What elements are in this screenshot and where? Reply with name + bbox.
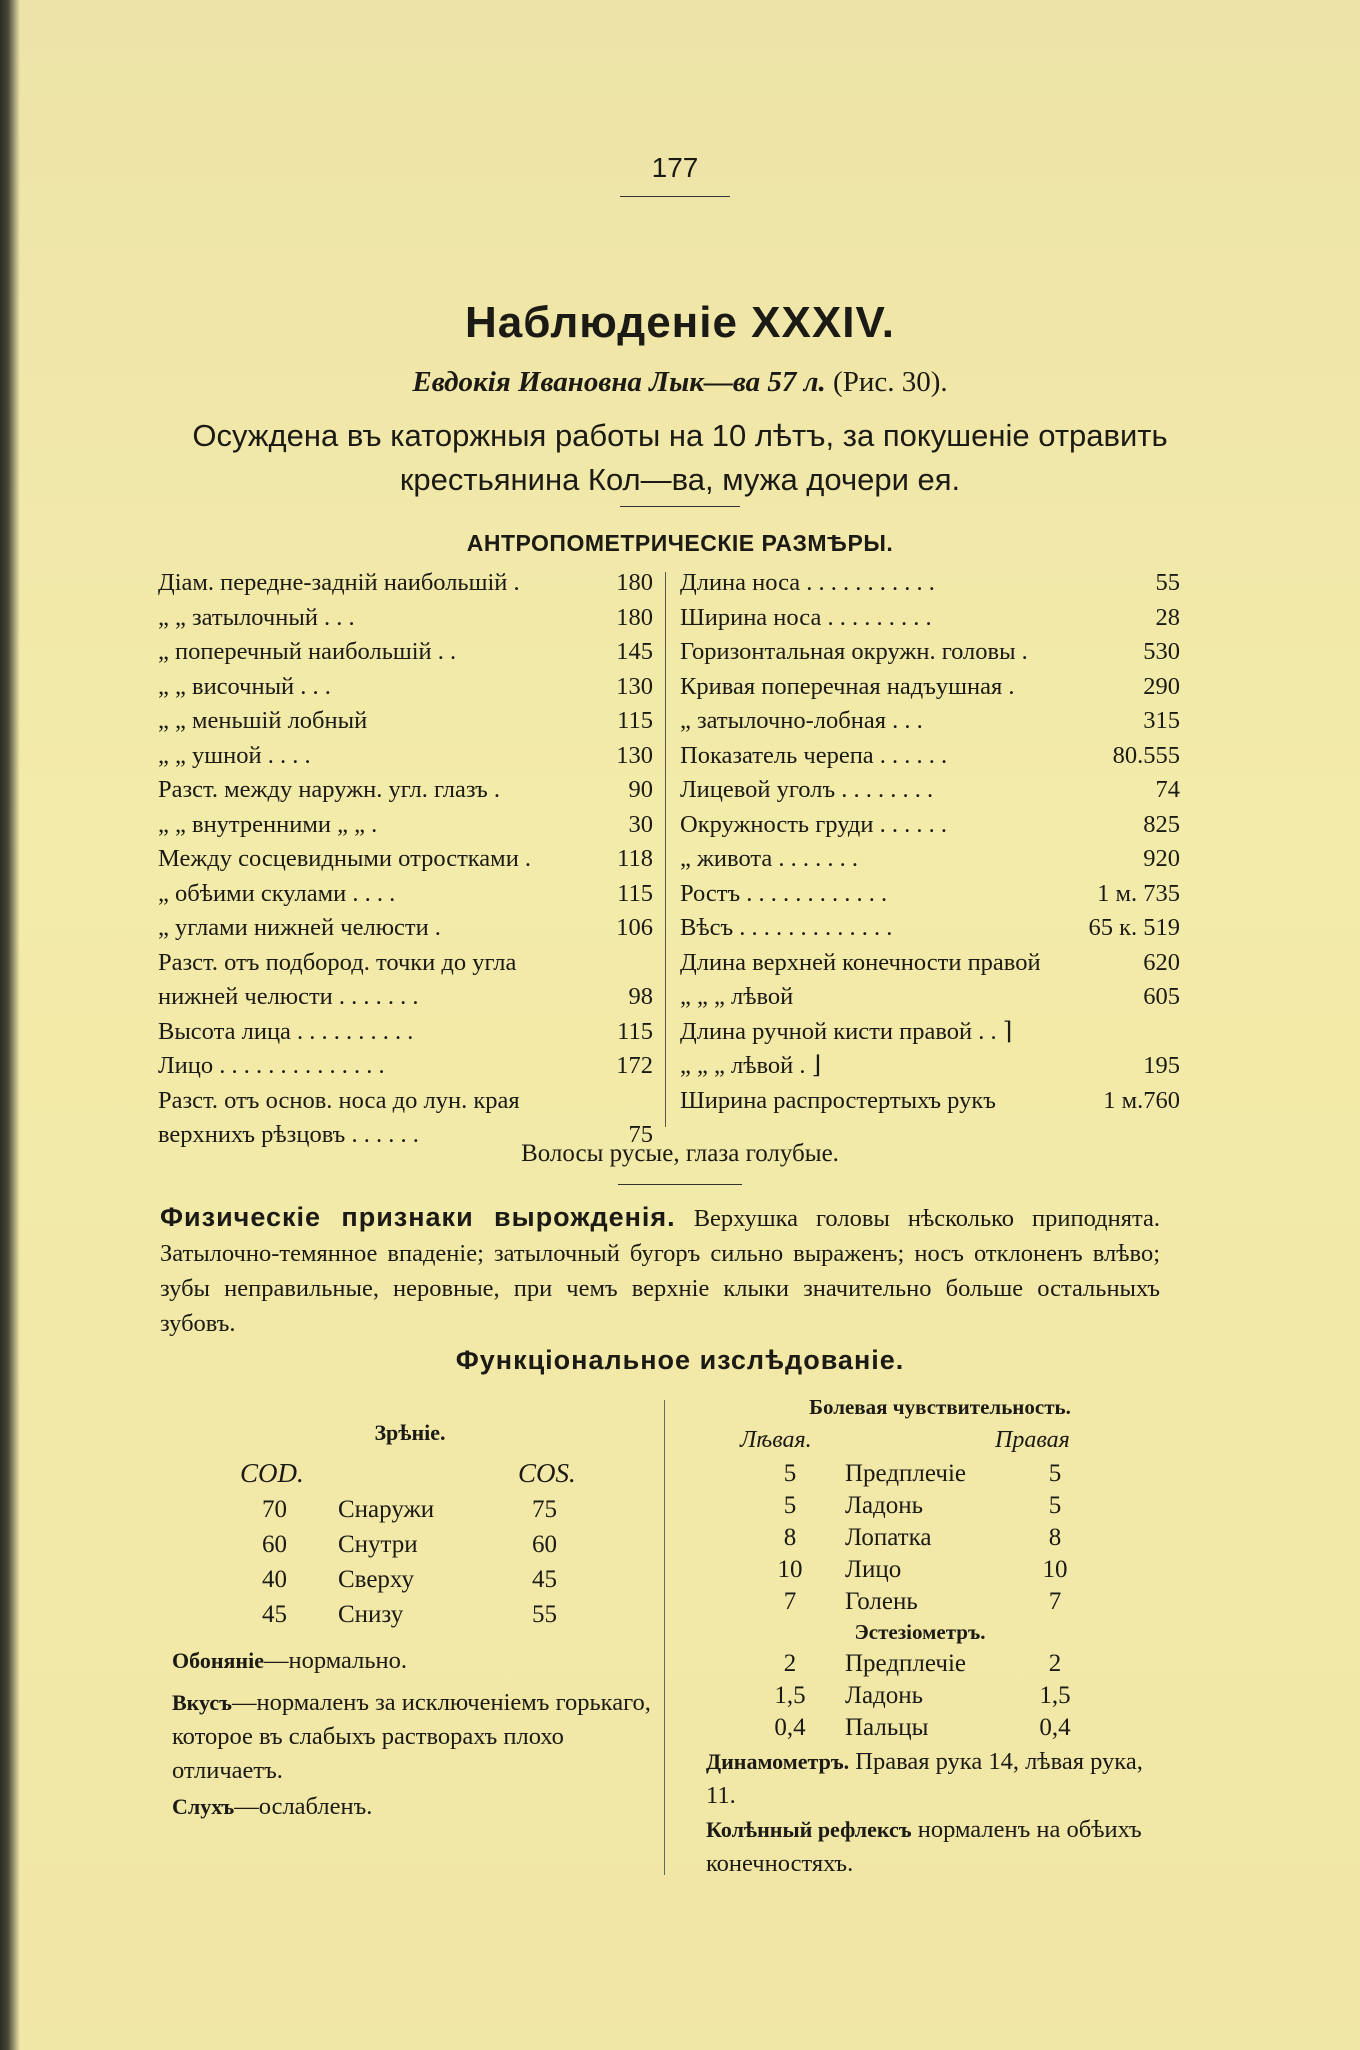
left-measure-label: Разст. между наружн. угл. глазъ . [158, 776, 501, 803]
left-measure-label: Лицо . . . . . . . . . . . . . . [158, 1052, 385, 1079]
left-measure-label: Разст. отъ основ. носа до лун. края [158, 1086, 520, 1114]
left-measure-value: 180 [616, 603, 653, 631]
taste-label: Вкусъ [172, 1690, 232, 1715]
right-measure-row [680, 670, 1180, 704]
right-measure-row [680, 566, 1180, 600]
left-measure-label: Высота лица . . . . . . . . . . [158, 1017, 414, 1045]
right-measure-value: 605 [1143, 983, 1180, 1010]
right-measure-label: Окружность груди . . . . . . [680, 810, 947, 838]
esthesiometer-body-part: Пальцы [845, 1714, 929, 1741]
right-measure-row [680, 739, 1180, 773]
left-measure-label: Діам. передне-задній наибольшій . [158, 569, 520, 596]
right-measure-row [680, 877, 1180, 911]
right-measure-row [680, 773, 1180, 807]
vision-cos-value: 55 [532, 1601, 557, 1628]
vision-cos-value: 75 [532, 1496, 557, 1523]
left-measure-value: 180 [616, 569, 653, 596]
left-measure-row [158, 773, 653, 807]
right-measure-row [680, 635, 1180, 669]
measurements-column-divider [665, 572, 666, 1127]
physical-signs-paragraph [160, 1200, 1160, 1341]
functional-heading: Функціональное изслѣдованіе. [455, 1345, 905, 1375]
subject-line [0, 366, 1360, 399]
right-measure-label: „ „ „ лѣвой . ⌋ [680, 1052, 822, 1079]
left-measure-value: 90 [628, 776, 653, 803]
left-measure-value: 75 [628, 1121, 653, 1148]
left-measure-row [158, 877, 653, 911]
left-measure-label: верхнихъ рѣзцовъ . . . . . . [158, 1121, 419, 1148]
smell-line [172, 1644, 672, 1678]
right-measure-value: 1 м.760 [1103, 1086, 1180, 1114]
left-measure-label: „ „ меньшій лобный [158, 707, 368, 734]
left-measure-row [158, 601, 653, 635]
right-measure-row [680, 842, 1180, 876]
vision-cod-value: 70 [262, 1496, 287, 1523]
left-measure-label: Разст. отъ подбород. точки до угла [158, 948, 517, 976]
reflex-label: Колѣнный рефлексъ [706, 1817, 912, 1842]
vision-cod-value: 45 [262, 1601, 287, 1628]
left-measure-value: 106 [616, 914, 653, 941]
left-measure-row [158, 704, 653, 738]
pain-left-value: 5 [783, 1492, 797, 1519]
right-measure-row [680, 601, 1180, 635]
left-measure-row [158, 566, 653, 600]
right-measure-label: Ростъ . . . . . . . . . . . . [680, 879, 888, 907]
right-measure-row [680, 911, 1180, 945]
right-measure-value: 74 [1155, 776, 1180, 803]
esthesiometer-left-value: 2 [783, 1650, 797, 1677]
right-measure-value: 315 [1143, 707, 1180, 734]
right-measure-label: Длина ручной кисти правой . . ⌉ [680, 1017, 1013, 1045]
right-measure-value: 1 м. 735 [1097, 879, 1180, 907]
left-measure-row [158, 1049, 653, 1083]
vision-side-label: Снаружи [338, 1496, 435, 1523]
hearing-label: Слухъ [172, 1794, 235, 1819]
left-measure-label: „ „ затылочный . . . [158, 603, 355, 631]
right-measure-row [680, 980, 1180, 1014]
left-measure-row [158, 946, 653, 980]
left-measure-value: 115 [617, 879, 653, 907]
left-measure-label: „ обѣими скулами . . . . [158, 879, 396, 907]
pain-right-label: Правая [995, 1427, 1070, 1453]
right-measure-label: Кривая поперечная надъушная . [680, 672, 1015, 700]
left-measure-row [158, 1084, 653, 1118]
pain-body-part: Предплечіе [845, 1460, 966, 1487]
esthesiometer-left-value: 0,4 [774, 1714, 806, 1741]
figure-ref: (Рис. 30). [833, 366, 948, 398]
left-measure-value: 130 [616, 741, 653, 769]
vision-cod-value: 60 [262, 1531, 287, 1558]
left-measure-row [158, 911, 653, 945]
vision-cos-value: 45 [532, 1566, 557, 1593]
vision-side-label: Сверху [338, 1566, 414, 1593]
left-measure-value: 130 [616, 672, 653, 700]
right-measure-label: „ „ „ лѣвой [680, 983, 794, 1010]
pain-left-value: 8 [783, 1524, 797, 1551]
left-measure-label: Между сосцевидными отростками . [158, 845, 532, 872]
pain-body-part: Ладонь [845, 1492, 924, 1519]
right-measure-row [680, 1084, 1180, 1118]
right-measure-value: 55 [1155, 569, 1180, 596]
right-measure-value: 530 [1143, 638, 1180, 665]
hearing-text: —ослабленъ. [234, 1793, 373, 1820]
right-measure-label: Лицевой уголъ . . . . . . . . [680, 776, 934, 803]
left-measure-row [158, 808, 653, 842]
right-measure-row [680, 704, 1180, 738]
observation-title: Наблюденіе XXXIV. [465, 298, 895, 347]
left-measure-value: 115 [617, 1017, 653, 1045]
right-measure-value: 620 [1143, 948, 1180, 976]
esthesiometer-heading: Эстезіометръ. [854, 1620, 986, 1644]
left-measure-row [158, 842, 653, 876]
left-measure-value: 30 [628, 810, 653, 838]
subject-name: Евдокія Ивановна Лык—ва 57 л. [412, 366, 826, 398]
right-measure-value: 28 [1155, 603, 1180, 631]
pain-left-value: 5 [783, 1460, 797, 1487]
physical-signs-heading: Физическіе признаки вырожденія. [160, 1202, 676, 1232]
page-number: 177 [651, 152, 699, 183]
left-measure-value: 172 [616, 1052, 653, 1079]
right-measure-row [680, 946, 1180, 980]
anthropometry-heading: АНТРОПОМЕТРИЧЕСКІЕ РАЗМѢРЫ. [466, 530, 894, 556]
left-measure-row [158, 1015, 653, 1049]
pain-right-value: 8 [1048, 1524, 1062, 1551]
right-measure-value: 195 [1143, 1052, 1180, 1079]
hearing-line [172, 1790, 672, 1824]
vision-cos-value: 60 [532, 1531, 557, 1558]
hair-eyes-note: Волосы русые, глаза голубые. [521, 1140, 839, 1167]
pain-left-value: 10 [777, 1556, 803, 1583]
pain-right-value: 7 [1048, 1588, 1062, 1615]
verdict-text: Осуждена въ каторжныя работы на 10 лѣтъ, за покушеніе отравить крестьянина Кол—ва, мужа дочери ея. [192, 418, 1168, 497]
right-measure-label: Ширина носа . . . . . . . . . [680, 603, 932, 631]
left-measure-label: нижней челюсти . . . . . . . [158, 983, 419, 1010]
pain-right-value: 5 [1048, 1492, 1062, 1519]
section-rule-2 [618, 1184, 742, 1185]
left-measure-label: „ поперечный наибольшій . . [158, 638, 457, 665]
left-measure-label: „ „ внутренними „ „ . [158, 810, 378, 838]
vision-cod-header: COD. [240, 1458, 304, 1488]
vision-side-label: Снизу [338, 1601, 404, 1628]
left-measure-value: 145 [616, 638, 653, 665]
right-measure-label: Горизонтальная окружн. головы . [680, 638, 1028, 665]
pain-body-part: Голень [845, 1588, 918, 1615]
right-measure-label: Показатель черепа . . . . . . [680, 741, 948, 769]
reflex-text: нормаленъ на обѣихъ конечностяхъ. [706, 1816, 1142, 1877]
pain-left-value: 7 [783, 1588, 797, 1615]
smell-label: Обоняніе [172, 1648, 264, 1673]
esthesiometer-left-value: 1,5 [774, 1682, 806, 1709]
pain-left-label: Лѣвая. [740, 1427, 812, 1453]
smell-text: —нормально. [263, 1647, 408, 1674]
esthesiometer-body-part: Предплечіе [845, 1650, 966, 1677]
left-measure-value: 98 [628, 983, 653, 1010]
left-measure-row [158, 739, 653, 773]
left-measure-row [158, 980, 653, 1014]
right-measure-value: 65 к. 519 [1088, 914, 1180, 941]
esthesiometer-right-value: 2 [1048, 1650, 1062, 1677]
pain-right-value: 5 [1048, 1460, 1062, 1487]
section-rule-1 [620, 506, 740, 507]
left-measure-value: 115 [617, 707, 653, 734]
physical-signs-text: Верхушка головы нѣсколько приподнята. Затылочно-темянное впаденіе; затылочный бугоръ сильно выраженъ; носъ отклоненъ влѣво; зубы неправильные, неровные, при чемъ верхніе клыки значительно больше остальныхъ зубовъ. [160, 1205, 1161, 1337]
dynamometer-text: Правая рука 14, лѣвая рука, 11. [706, 1748, 1143, 1809]
left-measure-label: „ „ височный . . . [158, 672, 331, 700]
taste-text: —нормаленъ за исключеніемъ горькаго, которое въ слабыхъ растворахъ плохо отличаетъ. [172, 1689, 651, 1784]
esthesiometer-body-part: Ладонь [845, 1682, 924, 1709]
pain-right-value: 10 [1042, 1556, 1068, 1583]
right-measure-row [680, 808, 1180, 842]
vision-heading: Зрѣніе. [374, 1420, 446, 1445]
esthesiometer-right-value: 0,4 [1039, 1714, 1071, 1741]
left-measure-row [158, 635, 653, 669]
vision-cod-value: 40 [262, 1566, 287, 1593]
right-measure-label: Вѣсъ . . . . . . . . . . . . . [680, 914, 893, 941]
right-measure-label: Длина верхней конечности правой [680, 948, 1041, 976]
right-measure-value: 290 [1143, 672, 1180, 700]
left-measure-label: „ углами нижней челюсти . [158, 914, 441, 941]
pain-body-part: Лопатка [845, 1524, 932, 1551]
pain-body-part: Лицо [845, 1556, 902, 1583]
right-measure-value: 80.555 [1112, 741, 1180, 769]
right-measure-row [680, 1049, 1180, 1083]
right-measure-value: 825 [1143, 810, 1180, 838]
taste-paragraph [172, 1686, 672, 1788]
right-measure-label: „ живота . . . . . . . [680, 845, 858, 872]
esthesiometer-right-value: 1,5 [1039, 1682, 1071, 1709]
dynamometer-label: Динамометръ. [706, 1749, 850, 1774]
reflex-paragraph [706, 1813, 1172, 1881]
right-measure-value: 920 [1143, 845, 1180, 872]
vision-cos-header: COS. [518, 1458, 576, 1488]
right-measure-label: Ширина распростертыхъ рукъ [680, 1086, 996, 1114]
pain-sensitivity-heading: Болевая чувствительность. [809, 1395, 1071, 1419]
right-measure-label: Длина носа . . . . . . . . . . . [680, 569, 935, 596]
dynamometer-paragraph [706, 1745, 1172, 1813]
page-number-rule [620, 196, 730, 197]
right-measure-row [680, 1015, 1180, 1049]
right-measure-label: „ затылочно-лобная . . . [680, 707, 923, 734]
left-measure-value: 118 [617, 845, 653, 872]
left-measure-label: „ „ ушной . . . . [158, 741, 311, 769]
left-measure-row [158, 670, 653, 704]
vision-side-label: Снутри [338, 1531, 418, 1558]
